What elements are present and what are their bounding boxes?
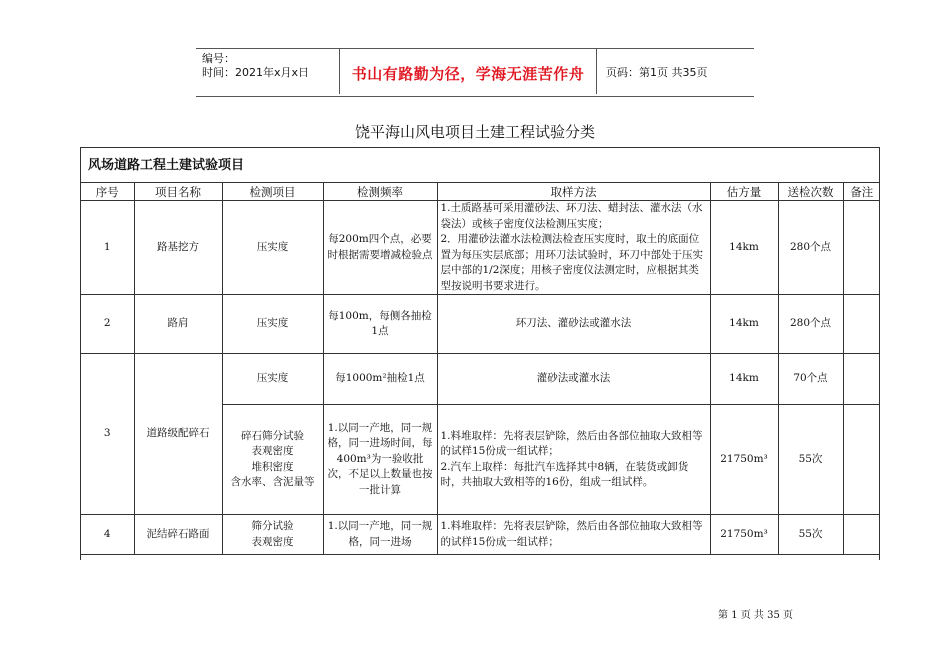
- sampling-method: 1.土质路基可采用灌砂法、环刀法、蜡封法、灌水法（水袋法）或核子密度仪法检测压实度； 2．用灌砂法灌水法检测法检查压实度时，取土的底面位置为每压实层底部；用环刀法试验时，环刀中部处于压实层中部的1/2深度；用核子密度仪法测定时，应根据其类型按说明书要求进行。: [437, 201, 710, 295]
- estimated-quantity: 14km: [710, 201, 778, 295]
- test-item: 筛分试验 表观密度: [222, 515, 323, 555]
- remark: [843, 354, 880, 405]
- inspection-times: 280个点: [778, 201, 843, 295]
- remark: [843, 201, 880, 295]
- estimated-quantity: 14km: [710, 354, 778, 405]
- test-item: 碎石筛分试验 表观密度 堆积密度 含水率、含泥量等: [222, 405, 323, 515]
- table-row: [81, 295, 880, 354]
- header-cell: 取样方法: [437, 183, 710, 201]
- page-footer: 第 1 页 共 35 页: [718, 610, 793, 621]
- test-item: 压实度: [222, 295, 323, 354]
- header-cell: 序号: [81, 183, 134, 201]
- page-title: 饶平海山风电项目土建工程试验分类: [354, 123, 595, 141]
- estimated-quantity: 21750m³: [710, 515, 778, 555]
- remark: [843, 405, 880, 515]
- time-label: 时间：2021年x月x日: [202, 66, 310, 79]
- remark: [843, 295, 880, 354]
- test-item: 压实度: [222, 354, 323, 405]
- inspection-times: 70个点: [778, 354, 843, 405]
- row-number: 3: [81, 354, 134, 515]
- inspection-times: 280个点: [778, 295, 843, 354]
- row-number: 1: [81, 201, 134, 295]
- test-frequency: 每1000m²抽检1点: [323, 354, 437, 405]
- slogan-text: 书山有路勤为径，学海无涯苦作舟: [351, 65, 585, 83]
- project-name: 路基挖方: [134, 201, 222, 295]
- header-meta: [202, 52, 309, 80]
- project-name: 泥结碎石路面: [134, 515, 222, 555]
- header-cell: 备注: [843, 183, 880, 201]
- document-header: [196, 48, 754, 97]
- slogan-box: [339, 49, 597, 94]
- estimated-quantity: 14km: [710, 295, 778, 354]
- page-info: 页码：第1页 共35页: [606, 66, 708, 79]
- test-table-container: [80, 147, 880, 560]
- estimated-quantity: 21750m³: [710, 405, 778, 515]
- test-frequency: 1.以同一产地，同一规格，同一进场时间，每400m³为一验收批次，不足以上数量也按一批计算: [323, 405, 437, 515]
- row-number: 2: [81, 295, 134, 354]
- table-row: [81, 201, 880, 295]
- inspection-times: 55次: [778, 405, 843, 515]
- remark: [843, 515, 880, 555]
- sampling-method: 环刀法、灌砂法或灌水法: [437, 295, 710, 354]
- sampling-method: 灌砂法或灌水法: [437, 354, 710, 405]
- header-cell: 估方量: [710, 183, 778, 201]
- inspection-times: 55次: [778, 515, 843, 555]
- test-frequency: 每100m，每侧各抽检1点: [323, 295, 437, 354]
- header-cell: 送检次数: [778, 183, 843, 201]
- test-frequency: 每200m四个点，必要时根据需要增减检验点: [323, 201, 437, 295]
- header-cell: 检测频率: [323, 183, 437, 201]
- table-row: [81, 354, 880, 405]
- project-name: 道路级配碎石: [134, 354, 222, 515]
- table-row: [81, 515, 880, 555]
- sampling-method: 1.料堆取样：先将表层铲除，然后由各部位抽取大致相等的试样15份成一组试样； 2.汽车上取样：每批汽车选择其中8辆，在装货或卸货时，共抽取大致相等的16份，组成一组试样。: [437, 405, 710, 515]
- number-label: 编号：: [202, 52, 235, 65]
- project-name: 路肩: [134, 295, 222, 354]
- header-cell: 项目名称: [134, 183, 222, 201]
- section-title: 风场道路工程土建试验项目: [81, 148, 879, 183]
- sampling-method: 1.料堆取样：先将表层铲除，然后由各部位抽取大致相等的试样15份成一组试样；: [437, 515, 710, 555]
- row-number: 4: [81, 515, 134, 555]
- test-frequency: 1.以同一产地，同一规格，同一进场: [323, 515, 437, 555]
- test-item: 压实度: [222, 201, 323, 295]
- table-header-row: [81, 183, 880, 201]
- header-cell: 检测项目: [222, 183, 323, 201]
- test-table: [81, 183, 880, 555]
